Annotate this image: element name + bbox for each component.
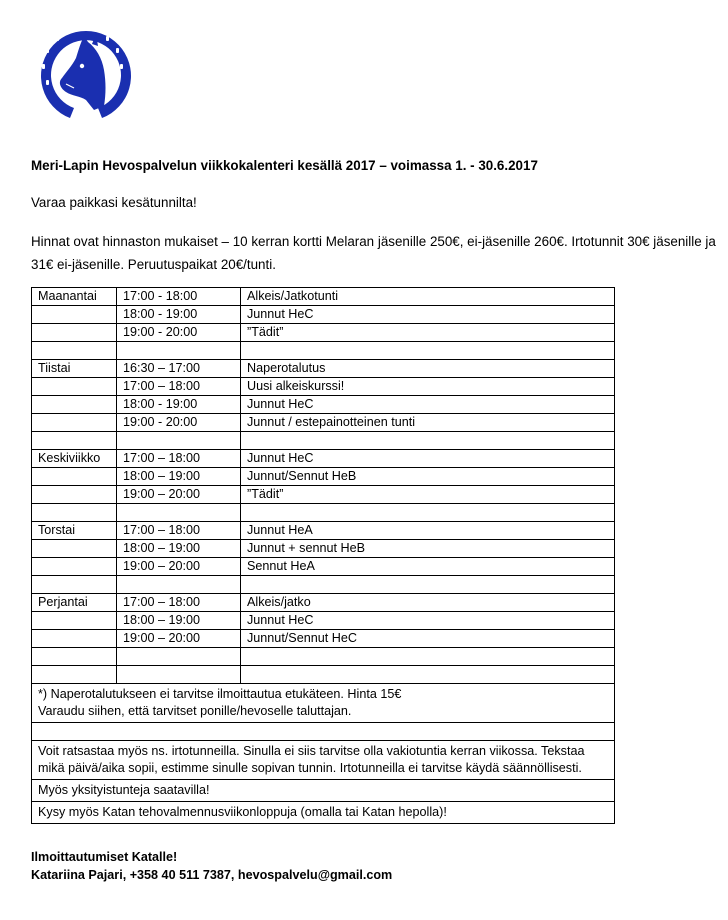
page-title: Meri-Lapin Hevospalvelun viikkokalenteri kesällä 2017 – voimassa 1. - 30.6.2017	[31, 158, 538, 173]
irtotunnit-note-text: Voit ratsastaa myös ns. irtotunneilla. Sinulla ei siis tarvitse olla vakiotuntia kerran viikossa. Tekstaa mikä päivä/aika sopii, estimme sinulle sopivan tunnin. Irtotunneilla ei tarvitse käydä säännöllisesti.	[38, 744, 585, 775]
class-cell: ”Tädit”	[241, 324, 615, 342]
schedule-row	[32, 306, 615, 324]
schedule-row	[32, 630, 615, 648]
class-cell: Junnut/Sennut HeC	[241, 630, 615, 648]
day-cell	[32, 558, 117, 576]
prices-text: Hinnat ovat hinnaston mukaiset – 10 kerran kortti Melaran jäsenille 250€, ei-jäsenille 260€. Irtotunnit 30€ jäsenille ja 31€ ei-jäsenille. Peruutuspaikat 20€/tunti.	[31, 234, 716, 272]
schedule-table	[31, 287, 615, 824]
day-cell	[32, 486, 117, 504]
class-cell: Uusi alkeiskurssi!	[241, 378, 615, 396]
time-cell: 18:00 - 19:00	[117, 306, 241, 324]
schedule-row	[32, 324, 615, 342]
schedule-row	[32, 522, 615, 540]
time-cell: 19:00 – 20:00	[117, 630, 241, 648]
day-cell	[32, 396, 117, 414]
spacer-row	[32, 648, 615, 666]
day-cell	[32, 324, 117, 342]
day-cell	[32, 468, 117, 486]
day-cell: Torstai	[32, 522, 117, 540]
spacer-row	[32, 342, 615, 360]
time-cell: 18:00 – 19:00	[117, 468, 241, 486]
yksityis-note-text: Myös yksityistunteja saatavilla!	[38, 783, 210, 797]
class-cell: Junnut HeC	[241, 396, 615, 414]
schedule-row	[32, 288, 615, 306]
class-cell: Junnut / estepainotteinen tunti	[241, 414, 615, 432]
time-cell: 19:00 - 20:00	[117, 324, 241, 342]
time-cell: 18:00 – 19:00	[117, 612, 241, 630]
schedule-row	[32, 414, 615, 432]
time-cell: 19:00 – 20:00	[117, 558, 241, 576]
class-cell: Junnut HeC	[241, 450, 615, 468]
schedule-row	[32, 360, 615, 378]
class-cell: Junnut HeA	[241, 522, 615, 540]
day-cell	[32, 630, 117, 648]
schedule-row	[32, 540, 615, 558]
contact-footer	[31, 848, 392, 884]
day-cell: Perjantai	[32, 594, 117, 612]
time-cell: 17:00 – 18:00	[117, 522, 241, 540]
class-cell: Alkeis/jatko	[241, 594, 615, 612]
time-cell: 18:00 - 19:00	[117, 396, 241, 414]
day-cell	[32, 612, 117, 630]
class-cell: Junnut HeC	[241, 306, 615, 324]
schedule-row	[32, 396, 615, 414]
tehovalmennus-note	[32, 802, 615, 824]
time-cell: 18:00 – 19:00	[117, 540, 241, 558]
schedule-row	[32, 450, 615, 468]
schedule-row	[32, 378, 615, 396]
schedule-row	[32, 558, 615, 576]
schedule-row	[32, 612, 615, 630]
time-cell: 17:00 – 18:00	[117, 378, 241, 396]
napero-note-text: *) Naperotalutukseen ei tarvitse ilmoittautua etukäteen. Hinta 15€	[38, 687, 402, 701]
day-cell: Keskiviikko	[32, 450, 117, 468]
day-cell	[32, 306, 117, 324]
spacer-row	[32, 666, 615, 684]
schedule-row	[32, 486, 615, 504]
time-cell: 16:30 – 17:00	[117, 360, 241, 378]
class-cell: Naperotalutus	[241, 360, 615, 378]
lead-text: Varaa paikkasi kesätunnilta!	[31, 195, 197, 210]
tehovalmennus-note-text: Kysy myös Katan tehovalmennusviikonloppuja (omalla tai Katan hepolla)!	[38, 805, 447, 819]
class-cell: Junnut HeC	[241, 612, 615, 630]
schedule-row	[32, 468, 615, 486]
contact-heading: Ilmoittautumiset Katalle!	[31, 850, 178, 864]
irtotunnit-note	[32, 741, 615, 780]
time-cell: 19:00 – 20:00	[117, 486, 241, 504]
spacer-row	[32, 576, 615, 594]
class-cell: Junnut + sennut HeB	[241, 540, 615, 558]
yksityis-note	[32, 780, 615, 802]
day-cell: Maanantai	[32, 288, 117, 306]
class-cell: Alkeis/Jatkotunti	[241, 288, 615, 306]
class-cell: ”Tädit”	[241, 486, 615, 504]
schedule-row	[32, 594, 615, 612]
day-cell	[32, 414, 117, 432]
napero-note	[32, 684, 615, 723]
time-cell: 17:00 – 18:00	[117, 450, 241, 468]
time-cell: 17:00 - 18:00	[117, 288, 241, 306]
time-cell: 17:00 – 18:00	[117, 594, 241, 612]
day-cell: Tiistai	[32, 360, 117, 378]
spacer-row	[32, 504, 615, 522]
contact-details: Katariina Pajari, +358 40 511 7387, hevospalvelu@gmail.com	[31, 868, 393, 882]
class-cell: Sennut HeA	[241, 558, 615, 576]
day-cell	[32, 378, 117, 396]
spacer-row	[32, 432, 615, 450]
class-cell: Junnut/Sennut HeB	[241, 468, 615, 486]
time-cell: 19:00 - 20:00	[117, 414, 241, 432]
day-cell	[32, 540, 117, 558]
spacer-row	[32, 723, 615, 741]
napero-note-text: Varaudu siihen, että tarvitset ponille/hevoselle taluttajan.	[38, 704, 352, 718]
horse-head-horseshoe-logo	[30, 22, 134, 122]
